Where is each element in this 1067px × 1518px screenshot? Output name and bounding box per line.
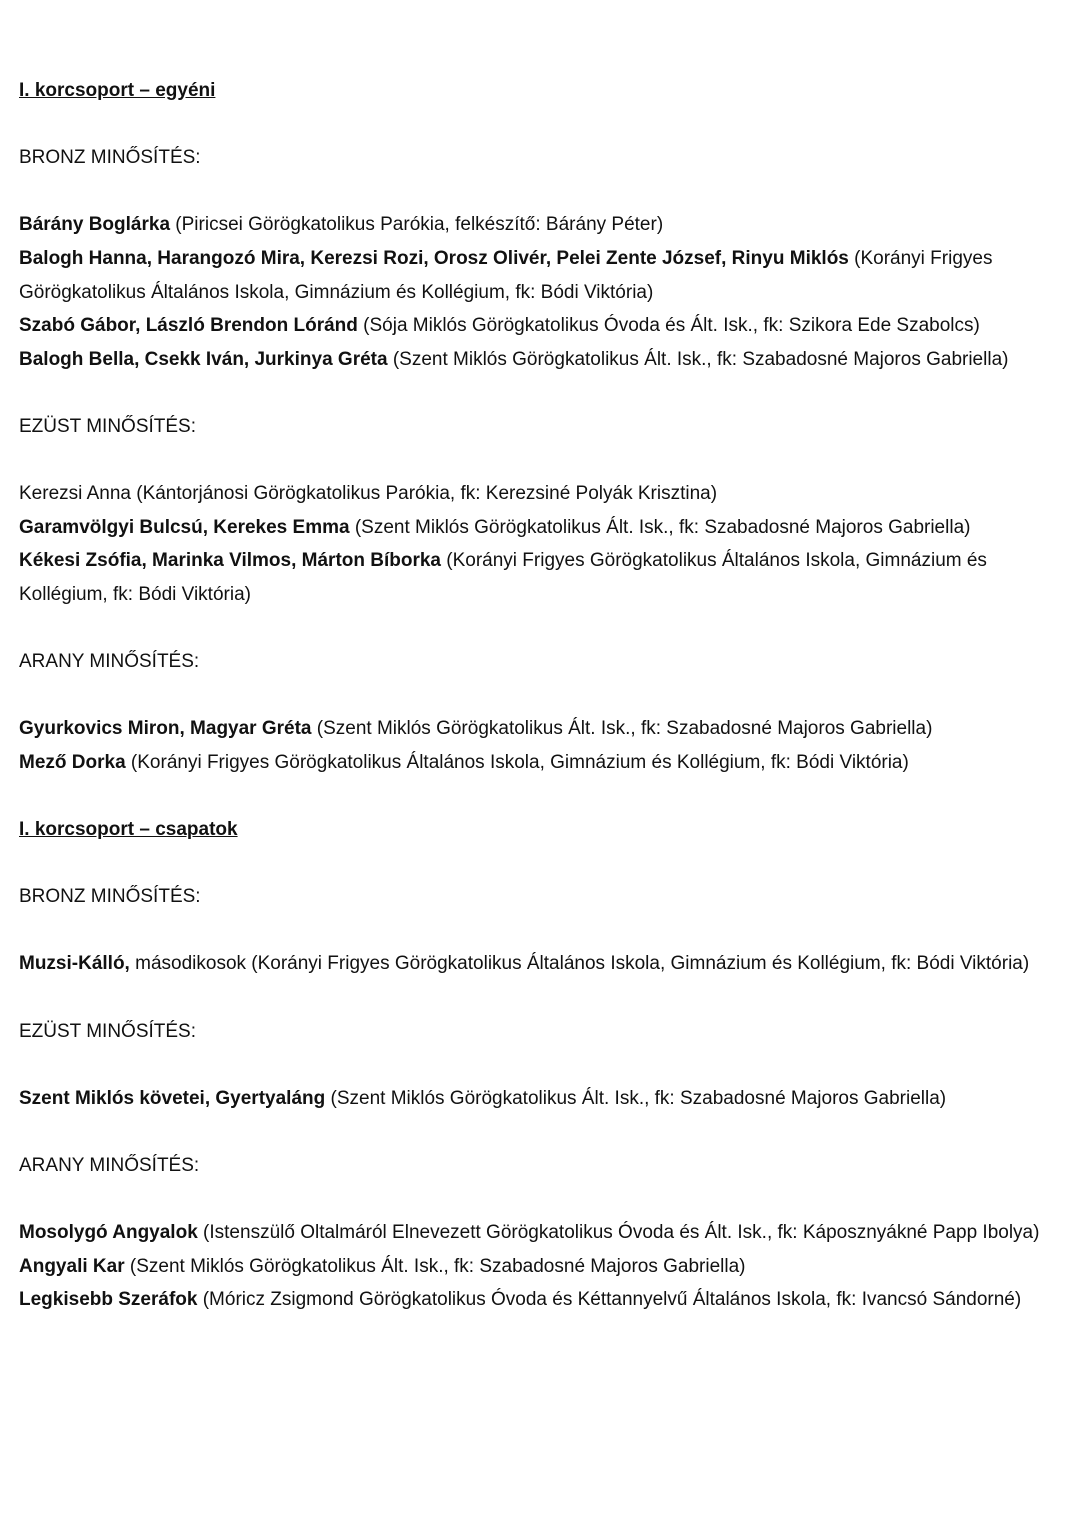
- section-heading: I. korcsoport – egyéni: [19, 80, 216, 101]
- document-page: [19, 74, 1049, 1317]
- result-entry: [19, 242, 1049, 309]
- entry-details: (Szent Miklós Görögkatolikus Ált. Isk., fk: Szabadosné Majoros Gabriella): [325, 1087, 947, 1109]
- entry-names: Bárány Boglárka: [19, 214, 171, 236]
- result-entry: [19, 1082, 1049, 1116]
- entry-names: Garamvölgyi Bulcsú, Kerekes Emma: [19, 516, 350, 538]
- result-entry: [19, 477, 1049, 511]
- category-title-bronze: BRONZ MINŐSÍTÉS:: [19, 147, 201, 169]
- result-entry: [19, 208, 1049, 242]
- entry-details: Kerezsi Anna (Kántorjánosi Görögkatolikus Parókia, fk: Kerezsiné Polyák Krisztina): [19, 483, 718, 505]
- entry-names: Angyali Kar: [19, 1255, 125, 1277]
- entry-names: Muzsi-Kálló,: [19, 953, 130, 975]
- entry-details: (Szent Miklós Görögkatolikus Ált. Isk., fk: Szabadosné Majoros Gabriella): [311, 718, 933, 740]
- entry-details: (Szent Miklós Görögkatolikus Ált. Isk., fk: Szabadosné Majoros Gabriella): [124, 1255, 746, 1277]
- category-title-silver: EZÜST MINŐSÍTÉS:: [19, 415, 197, 437]
- result-entry: [19, 1283, 1049, 1317]
- entry-names: Gyurkovics Miron, Magyar Gréta: [19, 718, 312, 740]
- entry-names: Szent Miklós követei, Gyertyaláng: [19, 1087, 326, 1109]
- result-entry: [19, 746, 1049, 780]
- entry-details: (Móricz Zsigmond Görögkatolikus Óvoda és Kéttannyelvű Általános Iskola, fk: Ivancsó Sándorné): [197, 1289, 1022, 1311]
- result-entry: [19, 511, 1049, 545]
- category-title-bronze: BRONZ MINŐSÍTÉS:: [19, 886, 201, 908]
- entry-names: Szabó Gábor, László Brendon Lóránd: [19, 315, 358, 337]
- result-entry: [19, 712, 1049, 746]
- entry-names: Balogh Hanna, Harangozó Mira, Kerezsi Rozi, Orosz Olivér, Pelei Zente József, Rinyu Miklós: [19, 247, 849, 269]
- entry-details: (Istenszülő Oltalmáról Elnevezett Görögkatolikus Óvoda és Ált. Isk., fk: Káposznyákné Papp Ibolya): [197, 1222, 1040, 1244]
- section-teams: [19, 813, 1049, 1317]
- entry-details: (Szent Miklós Görögkatolikus Ált. Isk., fk: Szabadosné Majoros Gabriella): [349, 516, 971, 538]
- entry-details: (Szent Miklós Görögkatolikus Ált. Isk., fk: Szabadosné Majoros Gabriella): [387, 348, 1009, 370]
- category-title-silver: EZÜST MINŐSÍTÉS:: [19, 1020, 197, 1042]
- entry-details: (Sója Miklós Görögkatolikus Óvoda és Ált. Isk., fk: Szikora Ede Szabolcs): [357, 315, 980, 337]
- section-individual: [19, 74, 1049, 813]
- result-entry: [19, 343, 1049, 377]
- entry-details: (Korányi Frigyes Görögkatolikus Általános Iskola, Gimnázium és Kollégium, fk: Bódi Viktória): [125, 751, 909, 773]
- entry-details: (Korányi Frigyes Görögkatolikus Általános Iskola, Gimnázium és Kollégium, fk: Bódi Viktória): [19, 247, 993, 303]
- result-entry: [19, 1216, 1049, 1250]
- result-entry: [19, 309, 1049, 343]
- entry-names: Mosolygó Angyalok: [19, 1222, 198, 1244]
- entry-details: (Korányi Frigyes Görögkatolikus Általános Iskola, Gimnázium és Kollégium, fk: Bódi Viktória): [19, 550, 987, 605]
- result-entry: [19, 544, 1049, 611]
- entry-names: Legkisebb Szeráfok: [19, 1289, 198, 1311]
- entry-details: (Piricsei Görögkatolikus Parókia, felkészítő: Bárány Péter): [170, 214, 664, 236]
- result-entry: [19, 1250, 1049, 1284]
- entry-details: másodikosok (Korányi Frigyes Görögkatolikus Általános Iskola, Gimnázium és Kollégium, fk: Bódi Viktória): [129, 953, 1030, 975]
- result-entry: [19, 947, 1049, 981]
- category-title-gold: ARANY MINŐSÍTÉS:: [19, 1155, 200, 1176]
- entry-names: Balogh Bella, Csekk Iván, Jurkinya Gréta: [19, 348, 388, 370]
- entry-names: Mező Dorka: [19, 751, 126, 773]
- section-heading: I. korcsoport – csapatok: [19, 819, 238, 841]
- category-title-gold: ARANY MINŐSÍTÉS:: [19, 651, 200, 673]
- entry-names: Kékesi Zsófia, Marinka Vilmos, Márton Bíborka: [19, 550, 441, 572]
